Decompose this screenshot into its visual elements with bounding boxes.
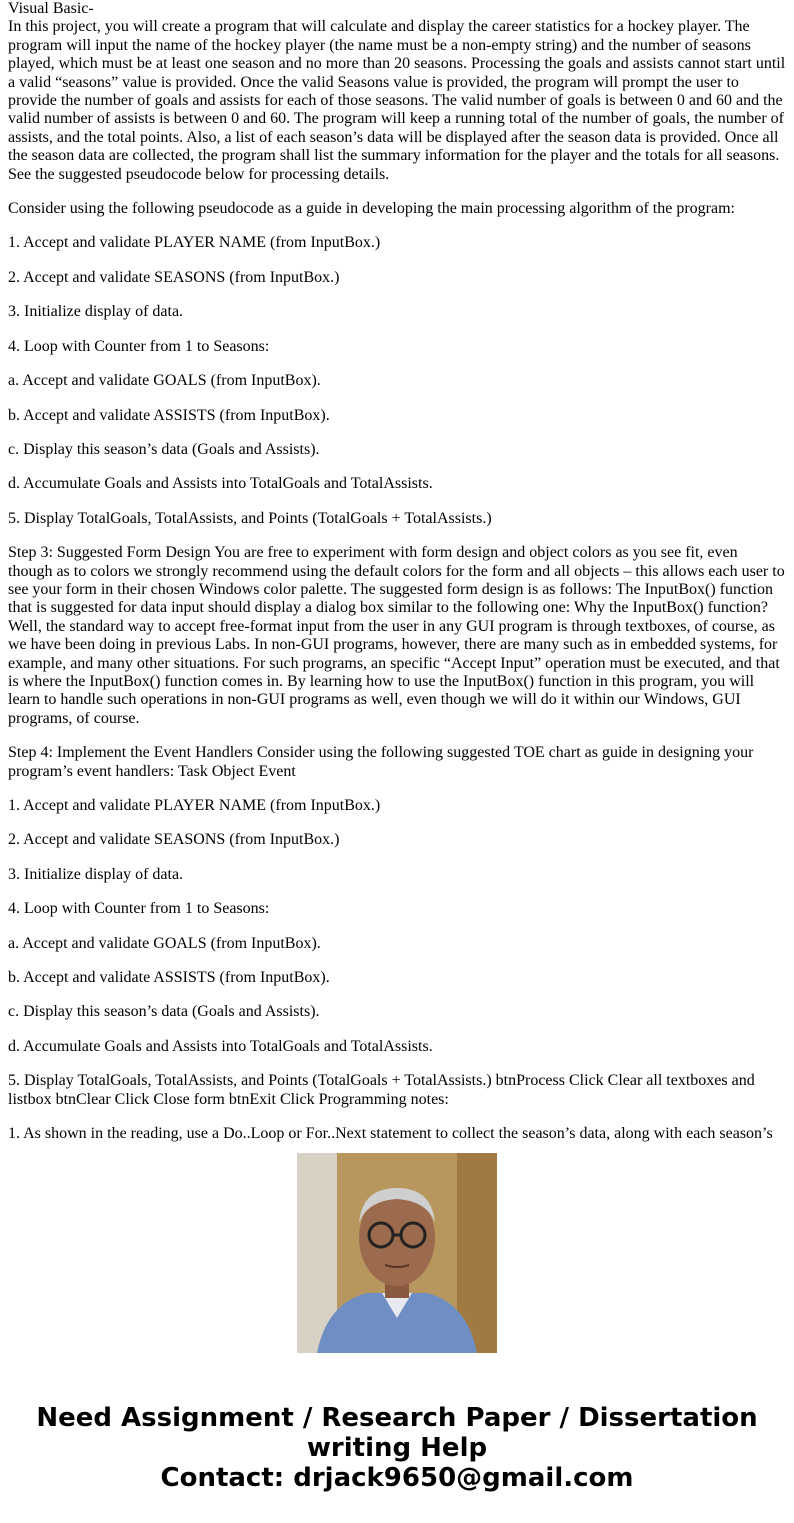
document-paragraph: 3. Initialize display of data. bbox=[8, 303, 184, 321]
document-paragraph: 3. Initialize display of data. bbox=[8, 865, 184, 883]
document-paragraph: 2. Accept and validate SEASONS (from InputBox.) bbox=[8, 268, 340, 286]
document-body bbox=[8, 0, 786, 1143]
document-paragraph: 1. Accept and validate PLAYER NAME (from InputBox.) bbox=[8, 797, 381, 814]
document-paragraph: Step 4: Implement the Event Handlers Consider using the following suggested TOE chart as guide in designing your program’s event handlers: Task Object Event bbox=[8, 744, 754, 780]
document-paragraph: d. Accumulate Goals and Assists into TotalGoals and TotalAssists. bbox=[8, 1037, 433, 1055]
document-paragraph: In this project, you will create a program that will calculate and display the career statistics for a hockey player. The program will input the name of the hockey player (the name must be a non-empty string) and the number of seasons played, which must be at least one season and no more than 20 seasons. Processing the goals and assists cannot start until a valid “seasons” value is provided. Once the valid Seasons value is provided, the program will prompt the user to provide the number of goals and assists for each of those seasons. The valid number of goals is between 0 and 60 and the valid number of assists is between 0 and 60. The program will keep a running total of the number of goals, the number of assists, and the total points. Also, a list of each season’s data will be displayed after the season data is provided. Once all the season data are collected, the program shall list the summary information for the player and the totals for all seasons. See the suggested pseudocode below for processing details. bbox=[8, 18, 786, 183]
document-paragraph: c. Display this season’s data (Goals and Assists). bbox=[8, 440, 320, 458]
document-title: Visual Basic- bbox=[8, 0, 94, 17]
document-paragraph: b. Accept and validate ASSISTS (from InputBox). bbox=[8, 406, 330, 424]
author-avatar bbox=[297, 1153, 497, 1353]
document-paragraph: 2. Accept and validate SEASONS (from InputBox.) bbox=[8, 831, 340, 849]
document-paragraph: 5. Display TotalGoals, TotalAssists, and Points (TotalGoals + TotalAssists.) btnProcess Click Clear all textboxes and listbox btnClear Click Close form btnExit Click Programming notes: bbox=[8, 1072, 755, 1108]
banner-line-2: writing Help bbox=[306, 1433, 488, 1463]
document-paragraph: Consider using the following pseudocode as a guide in developing the main processing algorithm of the program: bbox=[8, 200, 735, 218]
person-photo-icon bbox=[297, 1153, 497, 1353]
document-paragraph: 5. Display TotalGoals, TotalAssists, and Points (TotalGoals + TotalAssists.) bbox=[8, 509, 492, 527]
document-paragraph: a. Accept and validate GOALS (from InputBox). bbox=[8, 934, 321, 952]
document-paragraph: Step 3: Suggested Form Design You are free to experiment with form design and object colors as you see fit, even though as to colors we strongly recommend using the default colors for the form and all objects – this allows each user to see your form in their chosen Windows color palette. The suggested form design is as follows: The InputBox() function that is suggested for data input should display a dialog box similar to the following one: Why the InputBox() function? Well, the standard way to accept free-format input from the user in any GUI program is through textboxes, of course, as we have been doing in previous Labs. In non-GUI programs, however, there are many such as in embedded systems, for example, and many other situations. For such programs, an specific “Accept Input” operation must be executed, and that is where the InputBox() function comes in. By learning how to use the InputBox() function in this program, you will learn to handle such operations in non-GUI programs as well, even though we will do it within our Windows, GUI programs, of course. bbox=[8, 544, 785, 727]
document-paragraph: 4. Loop with Counter from 1 to Seasons: bbox=[8, 337, 270, 355]
document-paragraph: c. Display this season’s data (Goals and Assists). bbox=[8, 1003, 320, 1021]
document-paragraph: 1. As shown in the reading, use a Do..Loop or For..Next statement to collect the season’s data, along with each season’s bbox=[8, 1125, 773, 1143]
document-paragraph: b. Accept and validate ASSISTS (from InputBox). bbox=[8, 969, 330, 987]
banner-contact: Contact: drjack9650@gmail.com bbox=[160, 1463, 634, 1493]
document-paragraph: d. Accumulate Goals and Assists into TotalGoals and TotalAssists. bbox=[8, 475, 433, 493]
contact-banner bbox=[0, 1403, 794, 1493]
document-paragraph: 1. Accept and validate PLAYER NAME (from InputBox.) bbox=[8, 234, 381, 252]
document-paragraph: 4. Loop with Counter from 1 to Seasons: bbox=[8, 900, 270, 918]
banner-line-1: Need Assignment / Research Paper / Dissertation bbox=[36, 1403, 758, 1433]
document-paragraph: a. Accept and validate GOALS (from InputBox). bbox=[8, 372, 321, 390]
